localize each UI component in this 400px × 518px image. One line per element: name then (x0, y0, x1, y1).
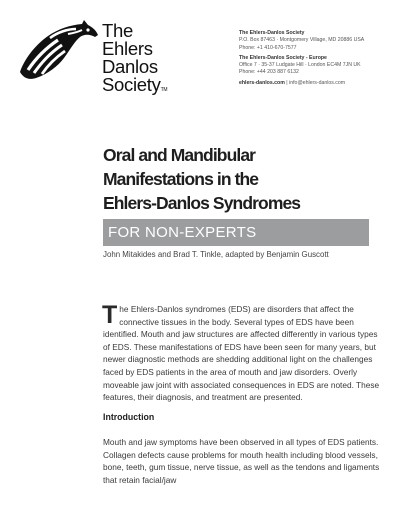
eu-org-name: The Ehlers-Danlos Society - Europe (239, 54, 327, 61)
abstract-text: he Ehlers-Danlos syndromes (EDS) are disorders that affect the connective tissues in the body. Several types of EDS have been identified. Mouth and jaw structures are affected differently in various types of EDS. These manifestations of EDS have been seen for many years, but newer diagnostic methods are shedding additional light on the challenges faced by EDS patients in the area of mouth and jaw disorders. Overly moveable jaw joint with associated consequences in EDS are noted. These features, their diagnosis, and treatment are presented. (103, 304, 380, 403)
introduction-paragraph: Mouth and jaw symptoms have been observed in all types of EDS patients. Collagen defects cause problems for mouth health including blood vessels, bone, teeth, gum tissue, nerve tissue, as well as the tendons and ligaments that retain facial/jaw (103, 437, 380, 485)
wordmark-line: Society (102, 74, 161, 95)
abstract-paragraph (103, 303, 381, 404)
section-heading-introduction: Introduction (103, 412, 155, 422)
wordmark-line: Ehlers (102, 38, 153, 59)
title-line: Ehlers-Danlos Syndromes (103, 193, 301, 213)
website-link[interactable]: ehlers-danlos.com (239, 79, 285, 86)
zebra-logo-icon (18, 20, 100, 82)
audience-band (103, 219, 369, 246)
title-line: Manifestations in the (103, 169, 259, 189)
wordmark-line: Danlos (102, 56, 158, 77)
us-address: P.O. Box 87463 · Montgomery Village, MD 20886 USA (239, 37, 365, 44)
contact-separator: | (284, 79, 290, 86)
web-contact-line (239, 80, 394, 87)
society-wordmark (102, 22, 167, 99)
eu-phone: Phone: +44 203 887 6132 (239, 69, 299, 76)
trademark-mark: TM (160, 87, 168, 93)
drop-cap: T (102, 301, 118, 329)
contact-block (239, 30, 394, 87)
us-org-name: The Ehlers-Danlos Society (239, 30, 305, 36)
authors-line: John Mitakides and Brad T. Tinkle, adapted by Benjamin Guscott (103, 250, 329, 259)
document-title (103, 143, 300, 215)
us-phone: Phone: +1 410-670-7577 (239, 44, 297, 51)
wordmark-line-last (102, 76, 167, 99)
email-link[interactable]: info@ehlers-danlos.com (289, 79, 346, 86)
title-line: Oral and Mandibular (103, 145, 256, 165)
audience-label: FOR NON-EXPERTS (108, 224, 257, 241)
society-logo (18, 18, 168, 98)
eu-address: Office 7 · 35-37 Ludgate Hill · London EC4M 7JN UK (239, 62, 361, 69)
wordmark-line: The (102, 20, 133, 41)
